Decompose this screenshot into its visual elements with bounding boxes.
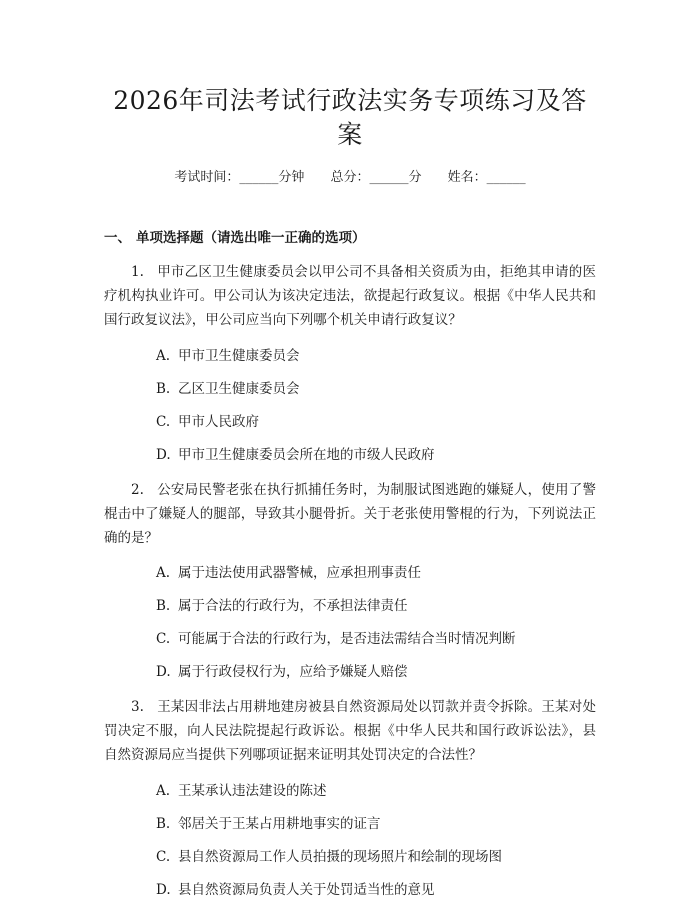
option-text: 甲市卫生健康委员会所在地的市级人民政府 (178, 446, 435, 463)
question-text: 甲市乙区卫生健康委员会以甲公司不具备相关资质为由，拒绝其申请的医疗机构执业许可。甲公司认为该决定违法，欲提起行政复议。根据《中华人民共和国行政复议法》，甲公司应当向下列哪个机关申请行政复议？ (104, 264, 596, 328)
option-text: 甲市卫生健康委员会 (178, 347, 300, 364)
option-letter: A. (156, 347, 171, 364)
question-stem (104, 695, 596, 767)
option-text: 属于违法使用武器警械，应承担刑事责任 (178, 565, 421, 581)
option-a (156, 563, 596, 583)
question-number: 1. (131, 264, 144, 280)
option-text: 县自然资源局负责人关于处罚适当性的意见 (178, 881, 435, 898)
question-stem (104, 478, 596, 550)
exam-meta (104, 168, 596, 188)
option-d (156, 445, 596, 465)
option-list (104, 781, 596, 900)
option-letter: C. (156, 413, 171, 430)
option-text: 乙区卫生健康委员会 (178, 380, 300, 397)
option-text: 邻居关于王某占用耕地事实的证言 (178, 815, 381, 832)
option-letter: C. (156, 631, 171, 647)
option-letter: C. (156, 848, 171, 865)
option-list (104, 563, 596, 682)
option-letter: B. (156, 380, 171, 397)
option-text: 属于合法的行政行为，不承担法律责任 (178, 598, 408, 614)
option-letter: B. (156, 815, 171, 832)
option-d (156, 662, 596, 682)
option-list (104, 346, 596, 465)
question-number: 2. (131, 481, 144, 498)
document-title: 2026年司法考试行政法实务专项练习及答案 (113, 86, 587, 149)
option-letter: A. (156, 565, 171, 581)
option-a (156, 781, 596, 801)
question-text: 公安局民警老张在执行抓捕任务时，为制服试图逃跑的嫌疑人，使用了警棍击中了嫌疑人的腿部，导致其小腿骨折。关于老张使用警棍的行为，下列说法正确的是？ (104, 481, 596, 546)
option-text: 县自然资源局工作人员拍摄的现场照片和绘制的现场图 (178, 848, 502, 865)
option-c (156, 847, 596, 867)
question-number: 3. (131, 699, 144, 715)
option-text: 王某承认违法建设的陈述 (178, 782, 327, 799)
section-heading (104, 228, 596, 248)
option-b (156, 379, 596, 399)
exam-time-field: 考试时间：______分钟 (174, 170, 305, 185)
option-text: 属于行政侵权行为，应给予嫌疑人赔偿 (178, 664, 408, 680)
section-title: 单项选择题（请选出唯一正确的选项） (136, 230, 366, 246)
option-c (156, 412, 596, 432)
question-text: 王某因非法占用耕地建房被县自然资源局处以罚款并责令拆除。王某对处罚决定不服，向人民法院提起行政诉讼。根据《中华人民共和国行政诉讼法》，县自然资源局应当提供下列哪项证据来证明其处罚决定的合法性？ (104, 699, 596, 763)
option-letter: D. (156, 446, 171, 463)
option-letter: B. (156, 598, 171, 614)
section-number: 一、 (104, 230, 131, 246)
question-stem (104, 260, 596, 332)
option-text: 可能属于合法的行政行为，是否违法需结合当时情况判断 (178, 631, 516, 647)
option-letter: A. (156, 782, 171, 799)
option-c (156, 629, 596, 649)
option-d (156, 880, 596, 900)
option-text: 甲市人民政府 (178, 413, 259, 430)
option-letter: D. (156, 664, 171, 680)
option-b (156, 596, 596, 616)
question-1 (104, 260, 596, 465)
option-letter: D. (156, 881, 171, 898)
student-name-field: 姓名：______ (447, 170, 526, 185)
total-score-field: 总分：______分 (330, 170, 422, 185)
question-3 (104, 695, 596, 900)
option-b (156, 814, 596, 834)
option-a (156, 346, 596, 366)
question-2 (104, 478, 596, 683)
